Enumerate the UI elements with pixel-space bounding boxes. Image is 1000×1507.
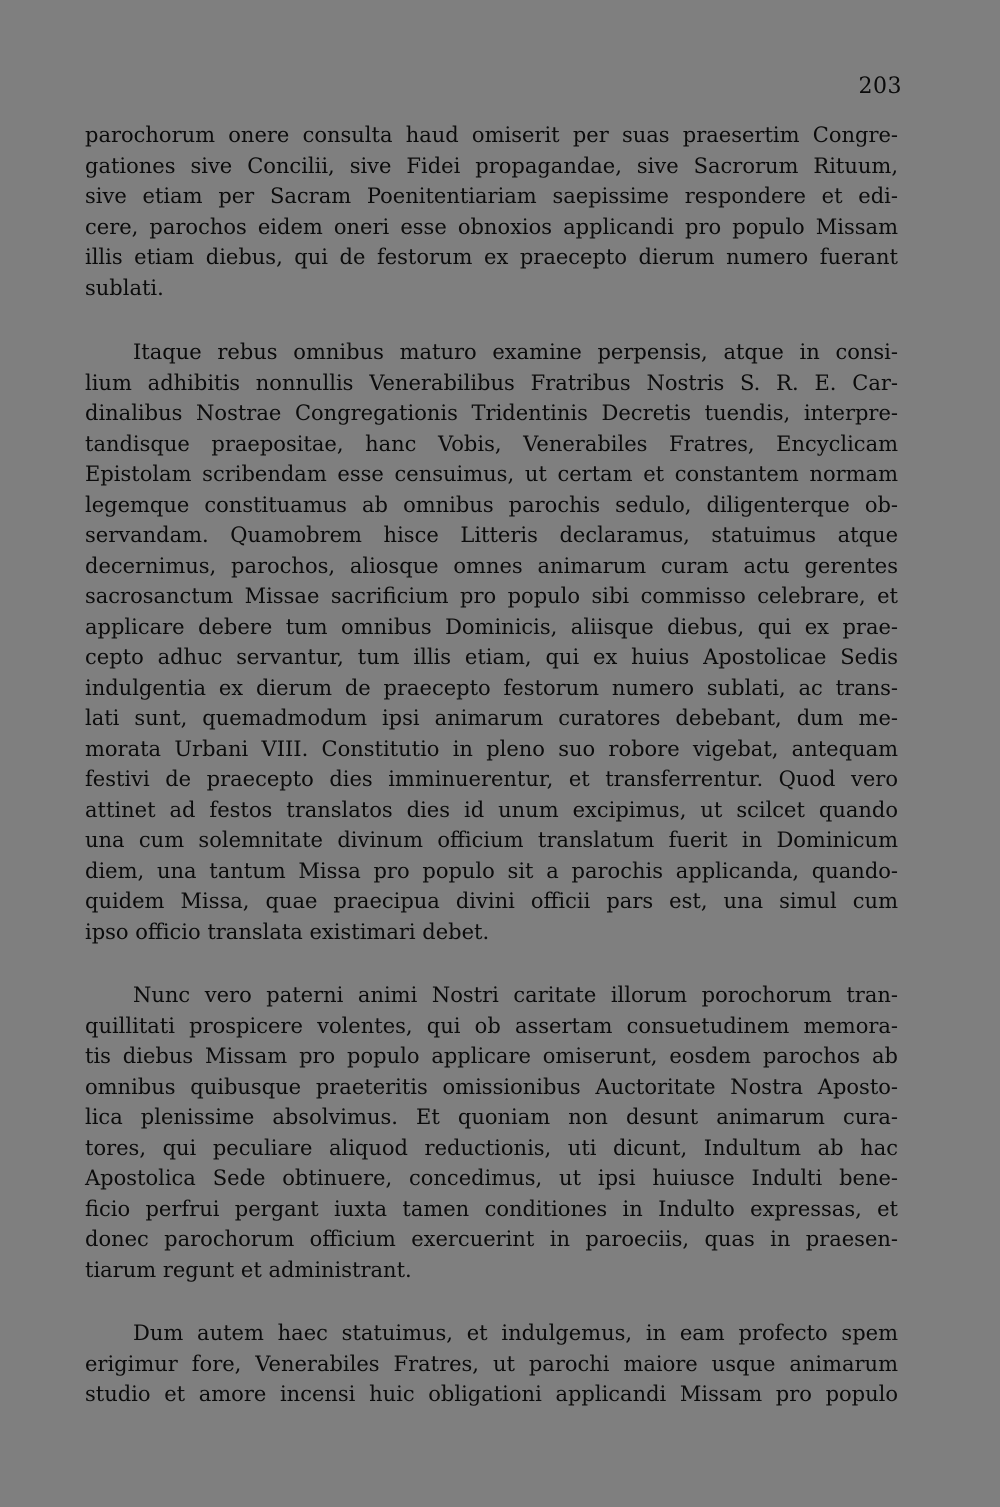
text-line: lica plenissime absolvimus. Et quoniam non desunt animarum cura- <box>85 1105 898 1129</box>
text-line: tiarum regunt et administrant. <box>85 1257 412 1282</box>
text-line: dinalibus Nostrae Congregationis Tridentinis Decretis tuendis, interpre- <box>85 401 898 425</box>
text-line: sublati. <box>85 275 164 300</box>
text-line: tores, qui peculiare aliquod reductionis, uti dicunt, Indultum ab hac <box>85 1135 898 1160</box>
text-line: Nunc vero paterni animi Nostri caritate illorum porochorum tran- <box>133 983 898 1007</box>
text-line: una cum solemnitate divinum officium translatum fuerit in Dominicum <box>85 828 898 852</box>
text-line: ficio perfrui pergant iuxta tamen conditiones in Indulto expressas, et <box>85 1196 898 1221</box>
text-line: quidem Missa, quae praecipua divini officii pars est, una simul cum <box>85 889 898 913</box>
text-line: studio et amore incensi huic obligationi applicandi Missam pro populo <box>85 1382 898 1406</box>
text-line: cepto adhuc servantur, tum illis etiam, qui ex huius Apostolicae Sedis <box>85 645 898 669</box>
text-line: sacrosanctum Missae sacrificium pro populo sibi commisso celebrare, et <box>85 584 898 608</box>
text-line: illis etiam diebus, qui de festorum ex praecepto dierum numero fuerant <box>85 245 898 269</box>
text-line: quillitati prospicere volentes, qui ob assertam consuetudinem memora- <box>85 1013 898 1038</box>
text-line: gationes sive Concilii, sive Fidei propagandae, sive Sacrorum Rituum, <box>85 153 898 178</box>
text-line: Itaque rebus omnibus maturo examine perpensis, atque in consi- <box>133 340 898 364</box>
text-line: tis diebus Missam pro populo applicare omiserunt, eosdem parochos ab <box>85 1044 898 1068</box>
text-line: legemque constituamus ab omnibus parochis sedulo, diligenterque ob- <box>85 492 898 517</box>
text-line: Epistolam scribendam esse censuimus, ut certam et constantem normam <box>85 462 898 486</box>
text-line: attinet ad festos translatos dies id unum excipimus, ut scilcet quando <box>85 797 898 822</box>
text-line: Apostolica Sede obtinuere, concedimus, ut ipsi huiusce Indulti bene- <box>85 1166 898 1190</box>
text-line: erigimur fore, Venerabiles Fratres, ut parochi maiore usque animarum <box>85 1351 898 1376</box>
text-line: Dum autem haec statuimus, et indulgemus, in eam profecto spem <box>133 1321 898 1345</box>
text-line: donec parochorum officium exercuerint in paroeciis, quas in praesen- <box>85 1227 898 1251</box>
text-line: omnibus quibusque praeteritis omissionibus Auctoritate Nostra Aposto- <box>85 1074 898 1099</box>
text-line: lati sunt, quemadmodum ipsi animarum curatores debebant, dum me- <box>85 706 898 730</box>
text-line: indulgentia ex dierum de praecepto festorum numero sublati, ac trans- <box>85 675 898 700</box>
text-line: parochorum onere consulta haud omiserit per suas praesertim Congre- <box>85 123 898 147</box>
paragraph-1 <box>85 120 898 303</box>
text-line: diem, una tantum Missa pro populo sit a parochis applicanda, quando- <box>85 858 898 883</box>
text-line: applicare debere tum omnibus Dominicis, aliisque diebus, qui ex prae- <box>85 614 898 639</box>
paragraph-3 <box>85 980 898 1285</box>
paragraph-4 <box>85 1318 898 1410</box>
paragraph-2 <box>85 337 898 947</box>
text-line: ipso officio translata existimari debet. <box>85 919 490 944</box>
page-number: 203 <box>858 74 902 99</box>
text-line: decernimus, parochos, aliosque omnes animarum curam actu gerentes <box>85 553 898 578</box>
text-line: cere, parochos eidem oneri esse obnoxios applicandi pro populo Missam <box>85 214 898 239</box>
text-line: lium adhibitis nonnullis Venerabilibus Fratribus Nostris S. R. E. Car- <box>85 370 898 395</box>
text-line: tandisque praepositae, hanc Vobis, Venerabiles Fratres, Encyclicam <box>85 431 898 456</box>
text-line: servandam. Quamobrem hisce Litteris declaramus, statuimus atque <box>85 523 898 547</box>
text-line: morata Urbani VIII. Constitutio in pleno suo robore vigebat, antequam <box>85 736 898 761</box>
text-line: sive etiam per Sacram Poenitentiariam saepissime respondere et edi- <box>85 184 898 208</box>
text-line: festivi de praecepto dies imminuerentur, et transferrentur. Quod vero <box>85 767 898 791</box>
